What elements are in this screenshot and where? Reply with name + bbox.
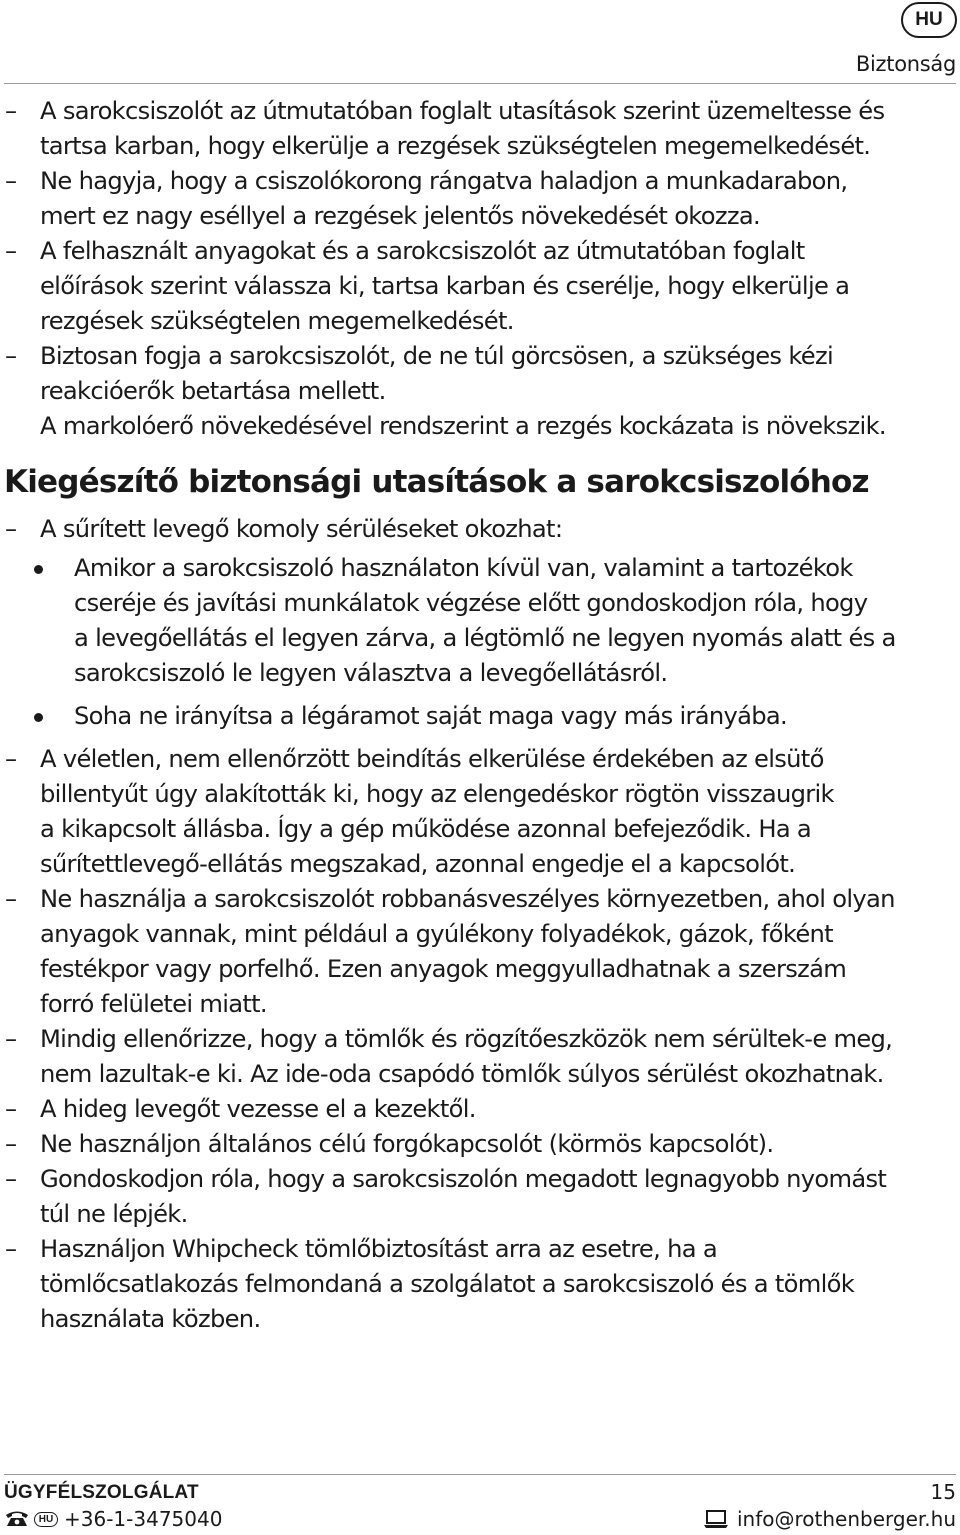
footer-divider — [4, 1474, 956, 1475]
text-line: Mindig ellenőrizze, hogy a tömlők és rögzítőeszközök nem sérültek-e meg, — [40, 1025, 893, 1053]
text-line: mert ez nagy eséllyel a rezgések jelentős növekedését okozza. — [40, 202, 760, 230]
section-label: Biztonság — [855, 52, 956, 76]
text-line: Amikor a sarokcsiszoló használaton kívül van, valamint a tartozékok — [74, 554, 853, 582]
text-line: Ne használja a sarokcsiszolót robbanásveszélyes környezetben, ahol olyan — [40, 885, 895, 913]
header-divider — [4, 83, 956, 84]
text-line: a kikapcsolt állásba. Így a gép működése azonnal befejeződik. Ha a — [40, 815, 812, 843]
text-line: sűrítettlevegő-ellátás megszakad, azonnal engedje el a kapcsolót. — [40, 850, 796, 878]
dash-marker: – — [5, 1025, 17, 1053]
laptop-icon — [703, 1509, 729, 1529]
text-line: anyagok vannak, mint például a gyúlékony folyadékok, gázok, főként — [40, 920, 833, 948]
list-item — [0, 234, 960, 339]
dash-marker: – — [5, 342, 17, 370]
list-item — [0, 1162, 960, 1232]
text-line: Ne hagyja, hogy a csiszolókorong rángatva haladjon a munkadarabon, — [40, 167, 848, 195]
vibration-safety-list — [0, 94, 960, 444]
footer-email — [703, 1506, 956, 1532]
text-line: Soha ne irányítsa a légáramot saját maga vagy más irányába. — [74, 702, 787, 730]
dash-marker: – — [5, 1235, 17, 1263]
dash-marker: – — [5, 745, 17, 773]
dash-marker: – — [5, 885, 17, 913]
list-item — [0, 1092, 960, 1127]
text-line: rezgések szükségtelen megemelkedését. — [40, 307, 514, 335]
text-line: Ne használjon általános célú forgókapcsolót (körmös kapcsolót). — [40, 1130, 774, 1158]
email-address[interactable]: info@rothenberger.hu — [737, 1507, 956, 1531]
text-line: A felhasznált anyagokat és a sarokcsiszolót az útmutatóban foglalt — [40, 237, 805, 265]
list-item — [0, 339, 960, 444]
bullet-item — [0, 551, 960, 691]
footer-phone — [4, 1506, 222, 1532]
text-line: cseréje és javítási munkálatok végzése előtt gondoskodjon róla, hogy — [74, 589, 868, 617]
bullet-dot — [34, 713, 43, 722]
text-line: A markolóerő növekedésével rendszerint a rezgés kockázata is növekszik. — [40, 412, 886, 440]
text-line: előírások szerint válassza ki, tartsa karban és cserélje, hogy elkerülje a — [40, 272, 850, 300]
text-line: a levegőellátás el legyen zárva, a légtömlő ne legyen nyomás alatt és a — [74, 624, 896, 652]
text-line: reakcióerők betartása mellett. — [40, 377, 386, 405]
text-line: forró felületei miatt. — [40, 990, 267, 1018]
text-line: sarokcsiszoló le legyen választva a levegőellátásról. — [74, 659, 668, 687]
text-line: festékpor vagy porfelhő. Ezen anyagok meggyulladhatnak a szerszám — [40, 955, 847, 983]
text-line: Biztosan fogja a sarokcsiszolót, de ne túl görcsösen, a szükséges kézi — [40, 342, 833, 370]
phone-number: +36-1-3475040 — [64, 1507, 223, 1531]
text-line: nem lazultak-e ki. Az ide-oda csapódó tömlők súlyos sérülést okozhatnak. — [40, 1060, 884, 1088]
compressed-air-item — [0, 512, 960, 547]
section-heading: Kiegészítő biztonsági utasítások a sarokcsiszolóhoz — [4, 464, 869, 500]
list-item — [0, 742, 960, 882]
dash-marker: – — [5, 167, 17, 195]
additional-safety-list — [0, 742, 960, 1337]
page-number: 15 — [930, 1480, 956, 1504]
text-line: tartsa karban, hogy elkerülje a rezgések szükségtelen megemelkedését. — [40, 132, 871, 160]
list-item — [0, 882, 960, 1022]
text-line: A hideg levegőt vezesse el a kezektől. — [40, 1095, 476, 1123]
text-line: Gondoskodjon róla, hogy a sarokcsiszolón megadott legnagyobb nyomást — [40, 1165, 887, 1193]
language-badge: HU — [901, 2, 957, 38]
bullet-item — [0, 699, 960, 734]
text-line: használata közben. — [40, 1305, 261, 1333]
dash-marker: – — [5, 1095, 17, 1123]
text-line: A sarokcsiszolót az útmutatóban foglalt utasítások szerint üzemeltesse és — [40, 97, 885, 125]
list-item — [0, 164, 960, 234]
text-line: Használjon Whipcheck tömlőbiztosítást arra az esetre, ha a — [40, 1235, 717, 1263]
text-line: túl ne lépjék. — [40, 1200, 188, 1228]
bullet-dot — [34, 565, 43, 574]
text-line: A véletlen, nem ellenőrzött beindítás elkerülése érdekében az elsütő — [40, 745, 824, 773]
dash-marker: – — [5, 237, 17, 265]
compressed-air-bullets — [0, 551, 960, 734]
dash-marker: – — [5, 515, 17, 543]
list-item — [0, 512, 960, 547]
dash-marker: – — [5, 1165, 17, 1193]
telephone-icon — [4, 1509, 30, 1529]
list-item — [0, 1232, 960, 1337]
dash-marker: – — [5, 1130, 17, 1158]
country-badge: HU — [34, 1512, 58, 1527]
dash-marker: – — [5, 97, 17, 125]
text-line: A sűrített levegő komoly sérüléseket okozhat: — [40, 515, 563, 543]
text-line: tömlőcsatlakozás felmondaná a szolgálatot a sarokcsiszoló és a tömlők — [40, 1270, 855, 1298]
list-item — [0, 1127, 960, 1162]
footer-title: ÜGYFÉLSZOLGÁLAT — [4, 1482, 199, 1503]
list-item — [0, 1022, 960, 1092]
page-content — [0, 94, 960, 1337]
text-line: billentyűt úgy alakították ki, hogy az elengedéskor rögtön visszaugrik — [40, 780, 834, 808]
list-item — [0, 94, 960, 164]
